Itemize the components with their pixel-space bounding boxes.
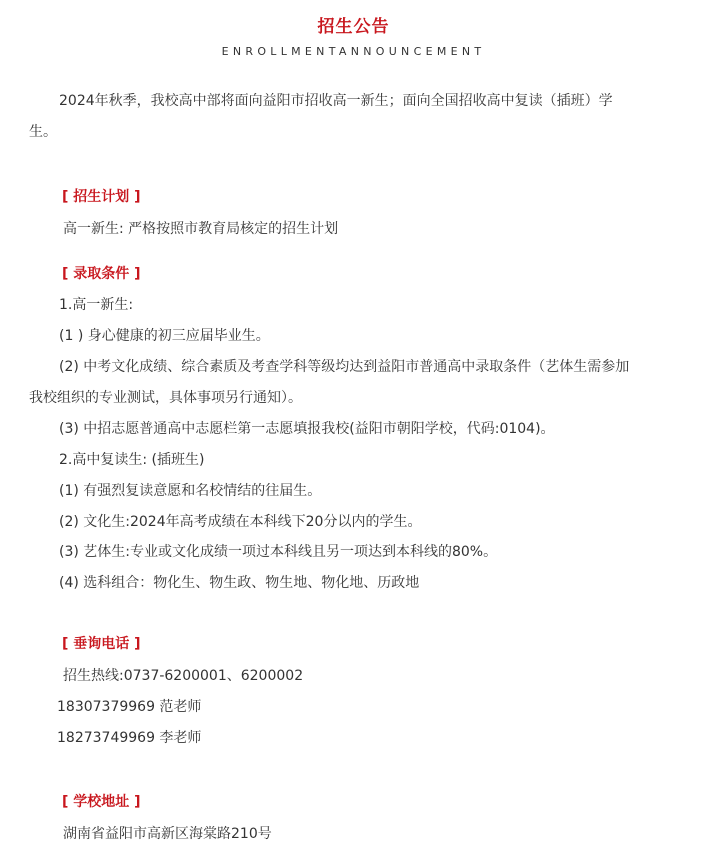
repeat-condition-4: (4) 选科组合：物化生、物生政、物生地、物化地、历政地 — [59, 575, 420, 591]
section-heading-contact: [ 垂询电话 ] — [62, 636, 141, 652]
repeat-condition-2: (2) 文化生:2024年高考成绩在本科线下20分以内的学生。 — [59, 514, 422, 530]
repeat-condition-3: (3) 艺体生:专业或文化成绩一项过本科线且另一项达到本科线的80%。 — [59, 544, 498, 560]
freshman-condition-1: (1 ) 身心健康的初三应届毕业生。 — [59, 328, 270, 344]
repeat-condition-1: (1) 有强烈复读意愿和名校情结的往届生。 — [59, 483, 322, 499]
freshman-condition-3: (3) 中招志愿普通高中志愿栏第一志愿填报我校(益阳市朝阳学校，代码:0104)。 — [59, 421, 555, 437]
section-heading-conditions: [ 录取条件 ] — [62, 266, 141, 282]
freshman-condition-2-line-1: (2) 中考文化成绩、综合素质及考查学科等级均达到益阳市普通高中录取条件（艺体生需参加 — [59, 359, 630, 375]
freshman-condition-2-line-2: 我校组织的专业测试，具体事项另行通知）。 — [29, 390, 302, 406]
freshman-title: 1.高一新生: — [59, 297, 134, 313]
contact-teacher-1: 18307379969 范老师 — [57, 699, 202, 715]
page-subtitle: ENROLLMENTANNOUNCEMENT — [221, 45, 486, 58]
contact-teacher-2: 18273749969 李老师 — [57, 730, 202, 746]
plan-text: 高一新生: 严格按照市教育局核定的招生计划 — [63, 221, 339, 237]
address-text: 湖南省益阳市高新区海棠路210号 — [63, 826, 272, 842]
repeat-title: 2.高中复读生: (插班生) — [59, 452, 205, 468]
contact-hotline: 招生热线:0737-6200001、6200002 — [63, 668, 304, 684]
page-title: 招生公告 — [317, 17, 390, 37]
intro-line-1: 2024年秋季，我校高中部将面向益阳市招收高一新生；面向全国招收高中复读（插班）学 — [59, 93, 613, 109]
section-heading-address: [ 学校地址 ] — [62, 794, 141, 810]
section-heading-plan: [ 招生计划 ] — [62, 189, 141, 205]
intro-line-2: 生。 — [29, 124, 57, 140]
